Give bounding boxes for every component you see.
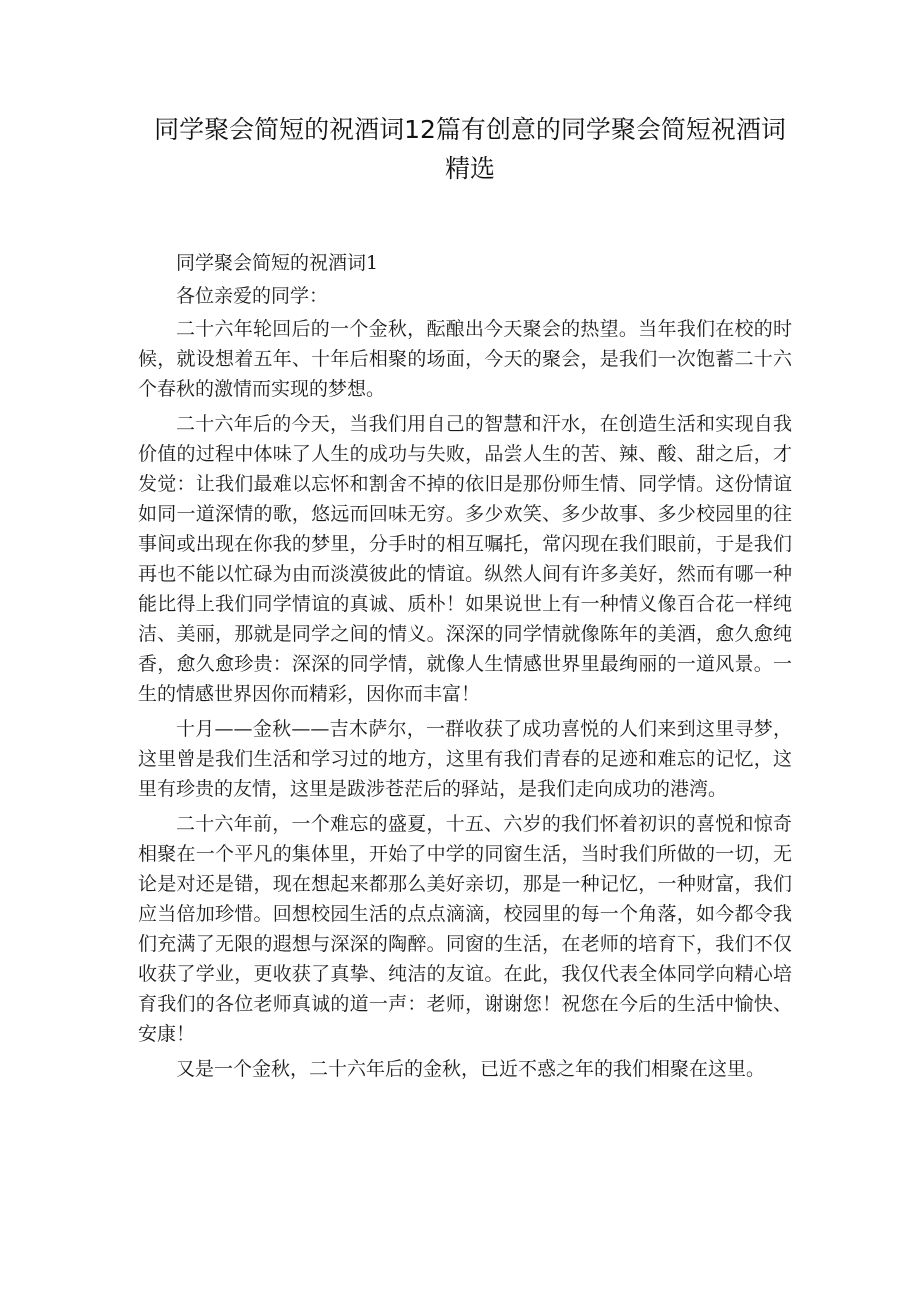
body-paragraph: 二十六年轮回后的一个金秋，酝酿出今天聚会的热望。当年我们在校的时候，就设想着五年、十年后相聚的场面，今天的聚会，是我们一次饱蓄二十六个春秋的激情而实现的梦想。 (138, 318, 792, 400)
section-heading: 同学聚会简短的祝酒词1 (176, 252, 379, 274)
body-paragraph: 又是一个金秋，二十六年后的金秋，已近不惑之年的我们相聚在这里。 (176, 1058, 766, 1080)
salutation: 各位亲爱的同学： (176, 285, 329, 307)
document-title: 同学聚会简短的祝酒词12篇有创意的同学聚会简短祝酒词精选 (154, 115, 786, 183)
body-paragraph: 十月——金秋——吉木萨尔，一群收获了成功喜悦的人们来到这里寻梦，这里曾是我们生活和学习过的地方，这里有我们青春的足迹和难忘的记忆，这里有珍贵的友情，这里是跋涉苍茫后的驿站，是我们走向成功的港湾。 (138, 718, 792, 800)
body-paragraph: 二十六年前，一个难忘的盛夏，十五、六岁的我们怀着初识的喜悦和惊奇相聚在一个平凡的集体里，开始了中学的同窗生活，当时我们所做的一切，无论是对还是错，现在想起来都那么美好亲切，那是一种记忆，一种财富，我们应当倍加珍惜。回想校园生活的点点滴滴，校园里的每一个角落，如今都令我们充满了无限的遐想与深深的陶醉。同窗的生活，在老师的培育下，我们不仅收获了学业，更收获了真挚、纯洁的友谊。在此，我仅代表全体同学向精心培育我们的各位老师真诚的道一声：老师，谢谢您！祝您在今后的生活中愉快、安康！ (138, 813, 792, 1045)
document-body (138, 248, 792, 1089)
body-paragraph: 二十六年后的今天，当我们用自己的智慧和汗水，在创造生活和实现自我价值的过程中体味了人生的成功与失败，品尝人生的苦、辣、酸、甜之后，才发觉：让我们最难以忘怀和割舍不掉的依旧是那份师生情、同学情。这份情谊如同一道深情的歌，悠远而回味无穷。多少欢笑、多少故事、多少校园里的往事间或出现在你我的梦里，分手时的相互嘱托，常闪现在我们眼前，于是我们再也不能以忙碌为由而淡漠彼此的情谊。纵然人间有许多美好，然而有哪一种能比得上我们同学情谊的真诚、质朴！如果说世上有一种情义像百合花一样纯洁、美丽，那就是同学之间的情义。深深的同学情就像陈年的美酒，愈久愈纯香，愈久愈珍贵：深深的同学情，就像人生情感世界里最绚丽的一道风景。一生的情感世界因你而精彩，因你而丰富！ (138, 413, 792, 705)
